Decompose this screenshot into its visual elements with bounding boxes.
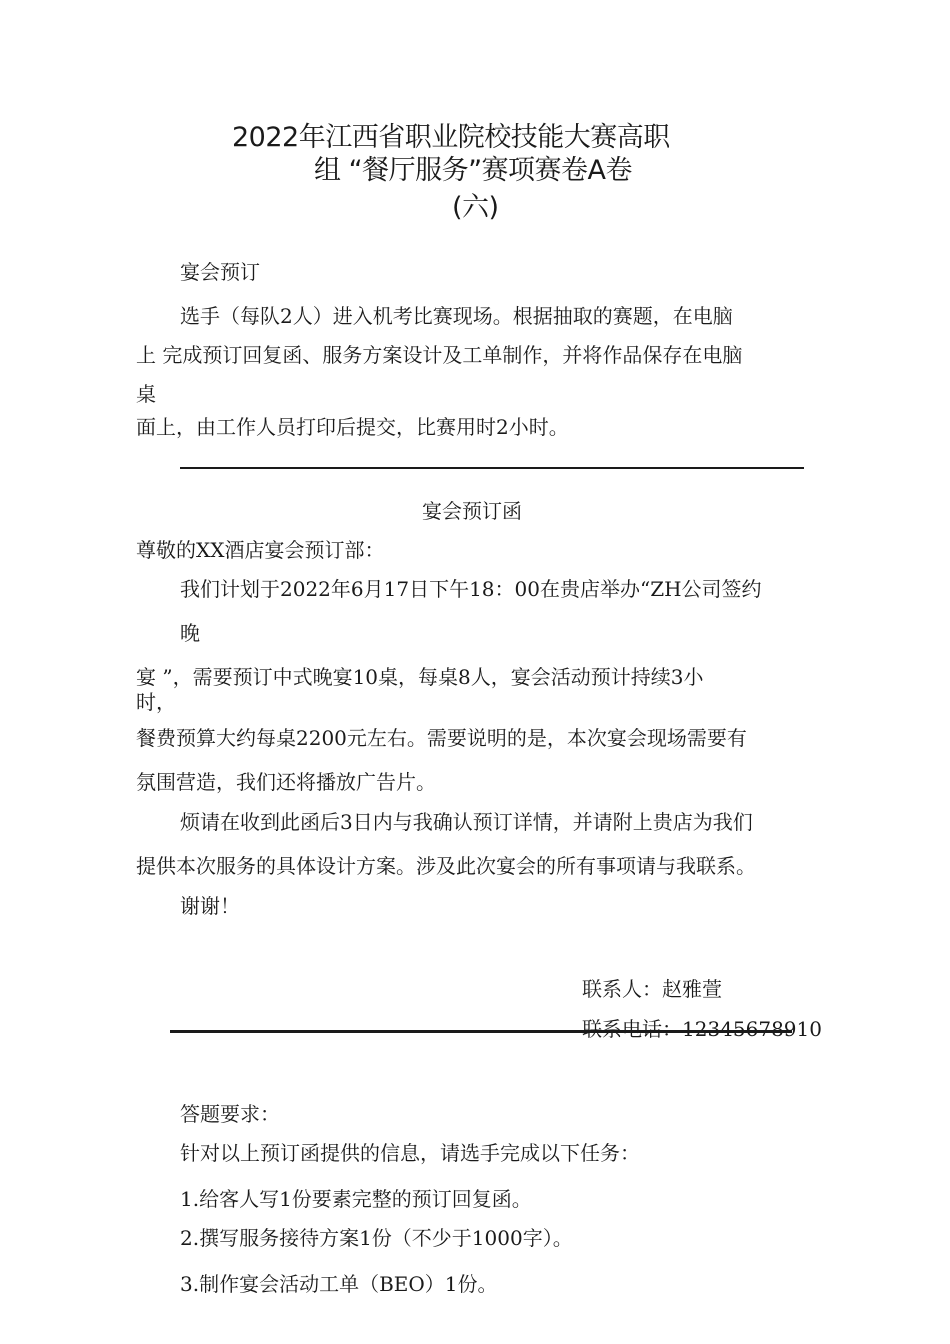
contact-phone [582,1013,822,1042]
title-line-2: 组 “餐厅服务”赛项赛卷A卷 [314,155,633,186]
letter-p1-line-4: 餐费预算大约每桌2200元左右。需要说明的是，本次宴会现场需要有 [136,726,747,750]
section-heading: 宴会预订 [180,260,260,284]
requirement-item-3: 3.制作宴会活动工单（BEO）1份。 [180,1272,498,1296]
contact-phone-number: 12345678910 [682,1017,822,1041]
title-line-1: 2022年江西省职业院校技能大赛高职 [232,122,670,153]
letter-p1-line-3a: 宴 ”，需要预订中式晚宴10桌，每桌8人，宴会活动预计持续3小 [136,665,704,689]
letter-salutation: 尊敬的XX酒店宴会预订部： [136,538,385,562]
letter-p2-line-1: 烦请在收到此函后3日内与我确认预订详情，并请附上贵店为我们 [180,810,753,834]
contact-phone-label: 联系电话： [582,1017,682,1041]
intro-line-2: 上 完成预订回复函、服务方案设计及工单制作，并将作品保存在电脑 [136,343,743,367]
intro-line-1: 选手（每队2人）进入机考比赛现场。根据抽取的赛题，在电脑 [180,304,733,328]
letter-p1-line-5: 氛围营造，我们还将播放广告片。 [136,770,436,794]
requirement-item-1: 1.给客人写1份要素完整的预订回复函。 [180,1187,532,1211]
letter-title: 宴会预订函 [422,499,522,523]
requirement-item-2: 2.撰写服务接待方案1份（不少于1000字）。 [180,1226,573,1250]
separator-rule [180,467,804,469]
requirements-intro: 针对以上预订函提供的信息，请选手完成以下任务： [180,1141,640,1165]
intro-line-4: 面上，由工作人员打印后提交，比赛用时2小时。 [136,415,569,439]
letter-p1-line-3b: 时， [136,690,176,714]
letter-p1-line-2: 晚 [180,621,200,645]
contact-person: 联系人：赵雅萱 [582,977,722,1001]
letter-thanks: 谢谢！ [180,894,240,918]
letter-p1-line-1: 我们计划于2022年6月17日下午18：00在贵店举办“ZH公司签约 [180,577,762,601]
title-line-3: (六) [452,192,499,223]
letter-p2-line-2: 提供本次服务的具体设计方案。涉及此次宴会的所有事项请与我联系。 [136,854,756,878]
requirements-heading: 答题要求： [180,1102,280,1126]
intro-line-3: 桌 [136,382,156,406]
